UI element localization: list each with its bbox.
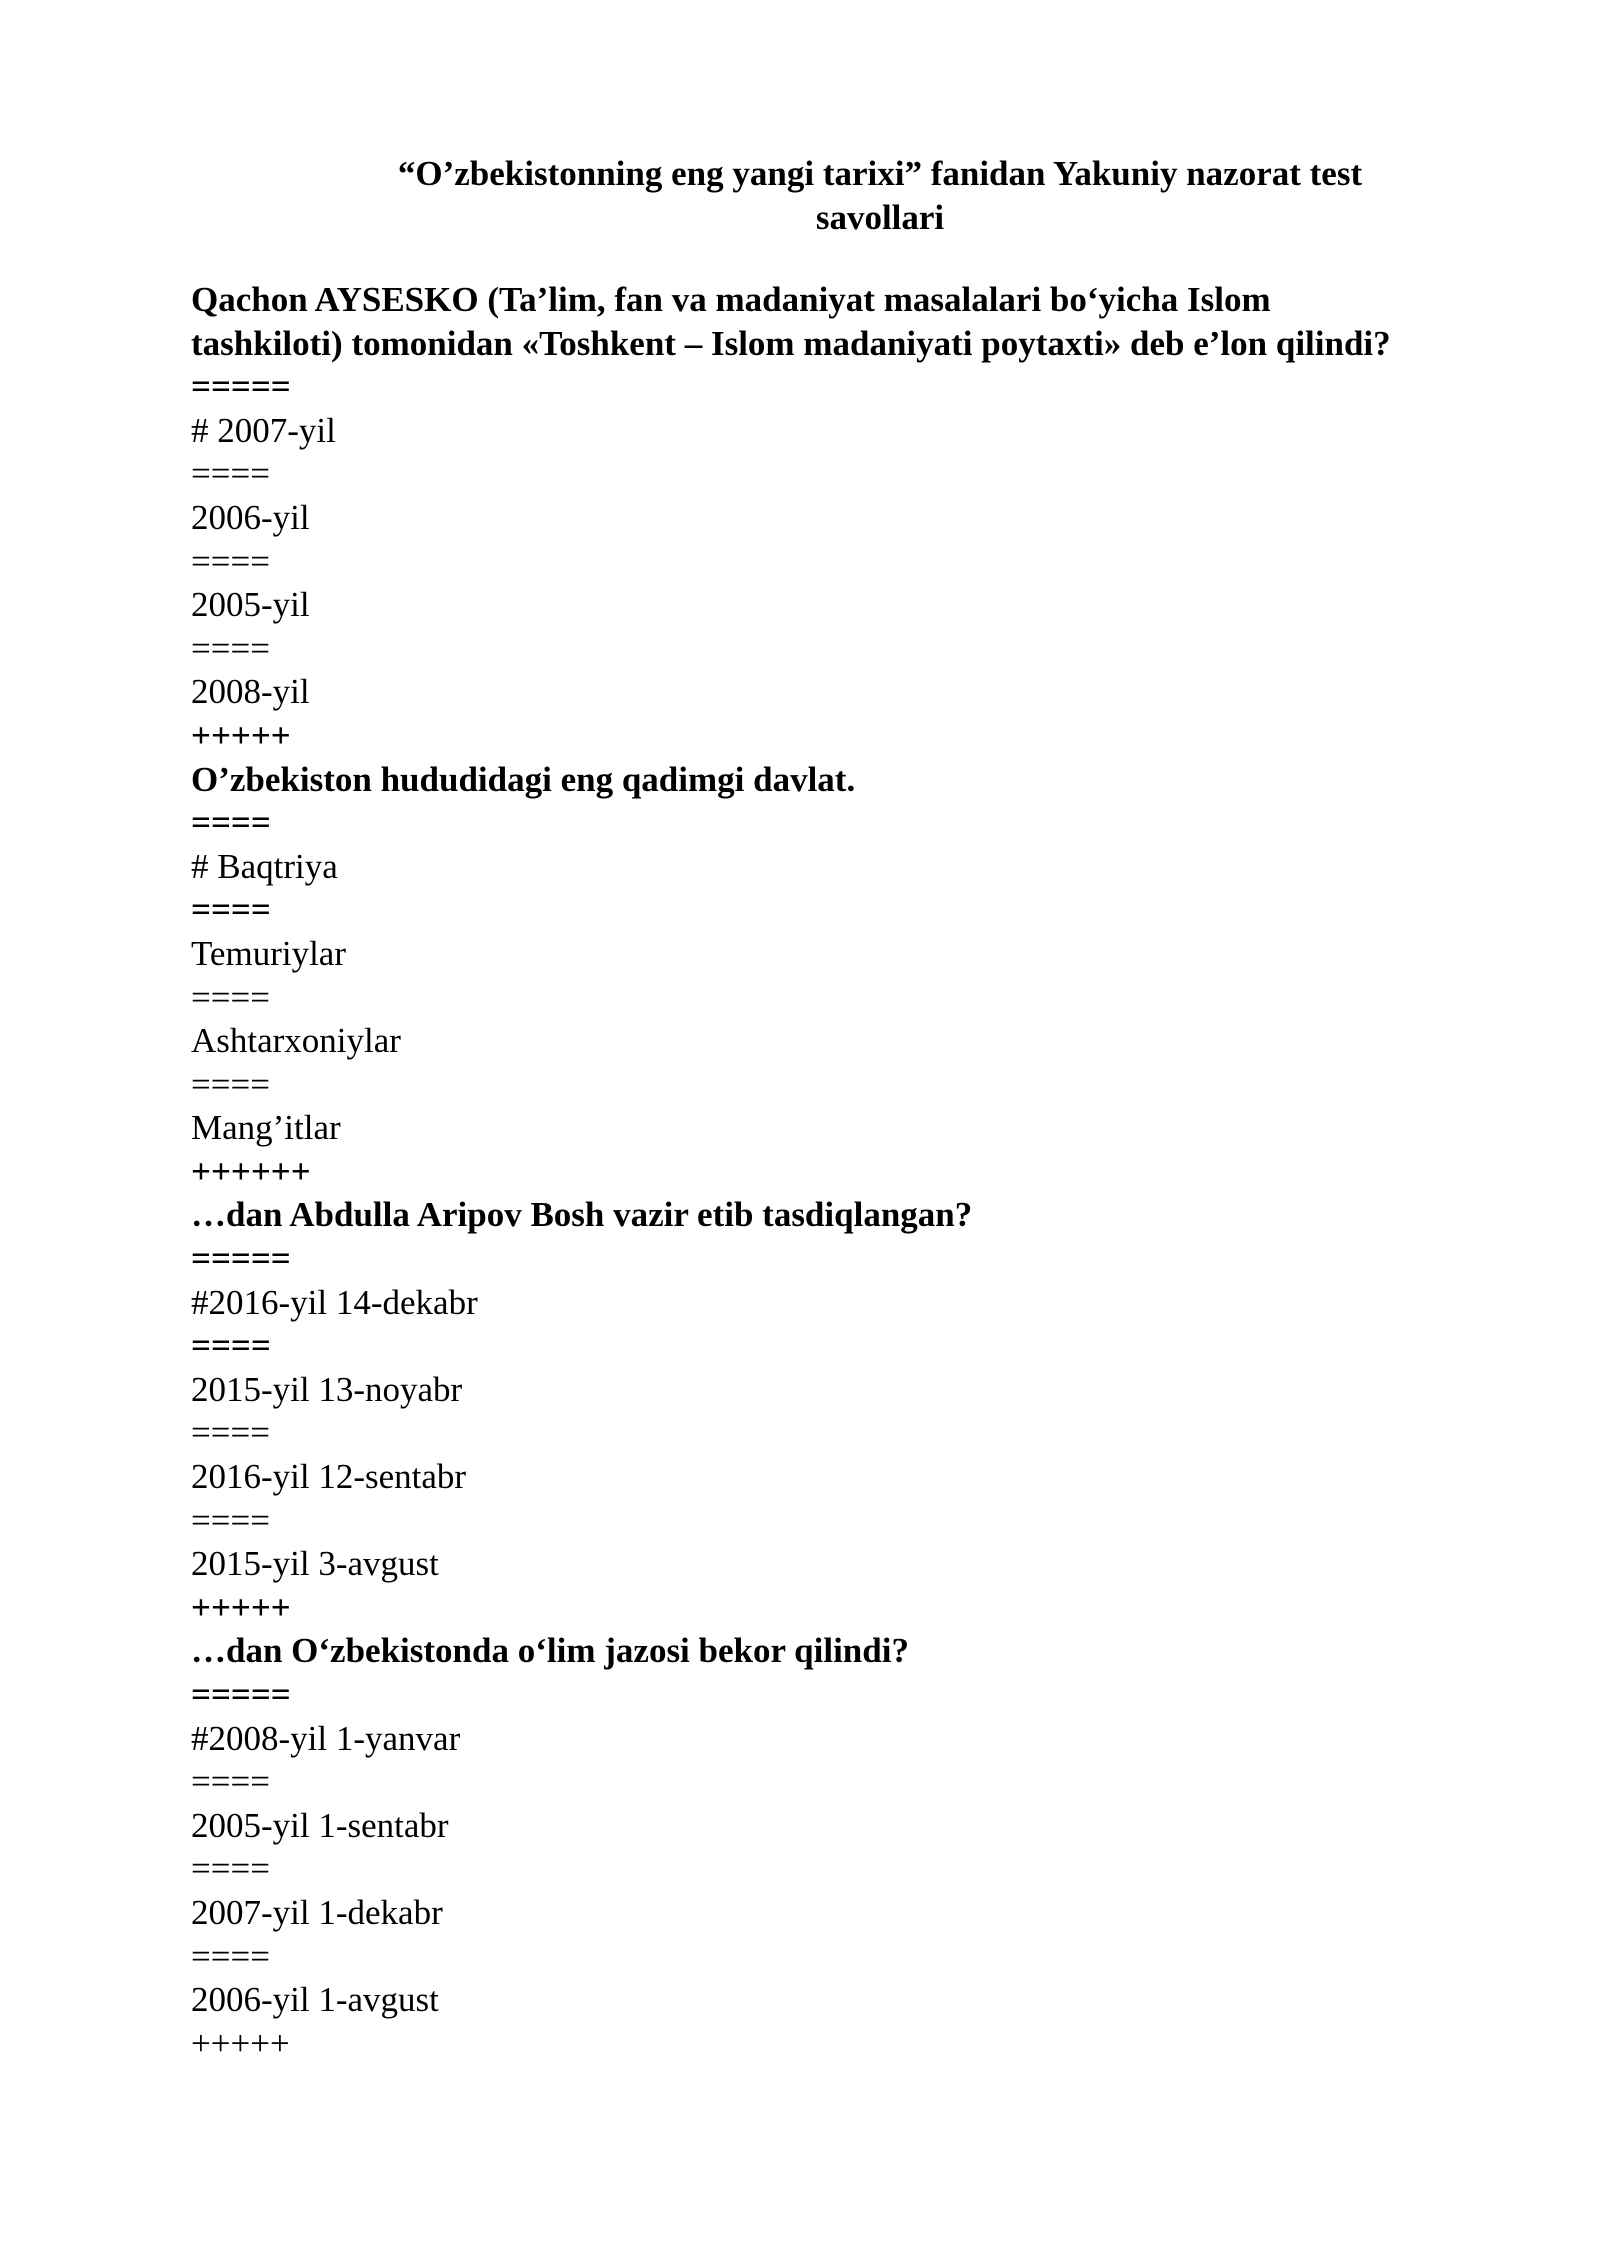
separator: =====: [191, 1239, 291, 1279]
question-text: O’zbekiston hududidagi eng qadimgi davlat.: [191, 759, 856, 799]
answer-option: 2015-yil 3-avgust: [191, 1544, 439, 1584]
separator: ====: [191, 1936, 270, 1976]
answer-option: Temuriylar: [191, 933, 346, 973]
answer-option: 2006-yil 1-avgust: [191, 1980, 439, 2020]
separator: ====: [191, 541, 270, 581]
question-end-marker: +++++: [191, 2023, 290, 2063]
answer-option-correct: #2008-yil 1-yanvar: [191, 1718, 461, 1758]
separator: ====: [191, 454, 270, 494]
separator: ====: [191, 977, 270, 1017]
separator: ====: [191, 803, 271, 843]
question-block-1: [191, 278, 1531, 758]
separator: ====: [191, 1849, 270, 1889]
answer-option: 2007-yil 1-dekabr: [191, 1892, 443, 1932]
question-block-3: [191, 1193, 1531, 1629]
question-text-continued: tashkiloti) tomonidan «Toshkent – Islom madaniyati poytaxti» deb e’lon qilindi?: [191, 323, 1391, 363]
question-block-4: [191, 1629, 1531, 2065]
separator: ====: [191, 1326, 271, 1366]
document-title: [190, 152, 1550, 240]
title-line-2: savollari: [815, 198, 945, 237]
answer-option-correct: # Baqtriya: [191, 846, 338, 886]
separator: ====: [191, 890, 271, 930]
question-end-marker: ++++++: [191, 1151, 311, 1191]
answer-option: 2006-yil: [191, 497, 310, 537]
separator: ====: [191, 1500, 270, 1540]
question-block-2: [191, 758, 1531, 1194]
answer-option: Ashtarxoniylar: [191, 1021, 401, 1061]
answer-option: 2005-yil: [191, 585, 310, 625]
question-text: …dan O‘zbekistonda o‘lim jazosi bekor qilindi?: [191, 1631, 909, 1671]
question-end-marker: +++++: [191, 1587, 291, 1627]
answer-option: 2015-yil 13-noyabr: [191, 1369, 463, 1409]
answer-option: 2008-yil: [191, 672, 310, 712]
separator: ====: [191, 1413, 270, 1453]
title-line-1: “O’zbekistonning eng yangi tarixi” fanidan Yakuniy nazorat test: [397, 154, 1363, 193]
answer-option-correct: # 2007-yil: [191, 410, 336, 450]
separator: =====: [191, 1675, 291, 1714]
question-text: …dan Abdulla Aripov Bosh vazir etib tasdiqlangan?: [191, 1195, 973, 1235]
answer-option: 2005-yil 1-sentabr: [191, 1805, 449, 1845]
separator: ====: [191, 1762, 270, 1802]
answer-option-correct: #2016-yil 14-dekabr: [191, 1282, 478, 1322]
separator: ====: [191, 1064, 270, 1104]
test-content: [191, 278, 1531, 2065]
separator: ====: [191, 628, 270, 668]
answer-option: Mang’itlar: [191, 1108, 341, 1148]
question-text: Qachon AYSESKO (Ta’lim, fan va madaniyat masalalari bo‘yicha Islom: [191, 280, 1271, 319]
answer-option: 2016-yil 12-sentabr: [191, 1457, 467, 1497]
question-end-marker: +++++: [191, 715, 291, 755]
separator: =====: [191, 367, 291, 407]
